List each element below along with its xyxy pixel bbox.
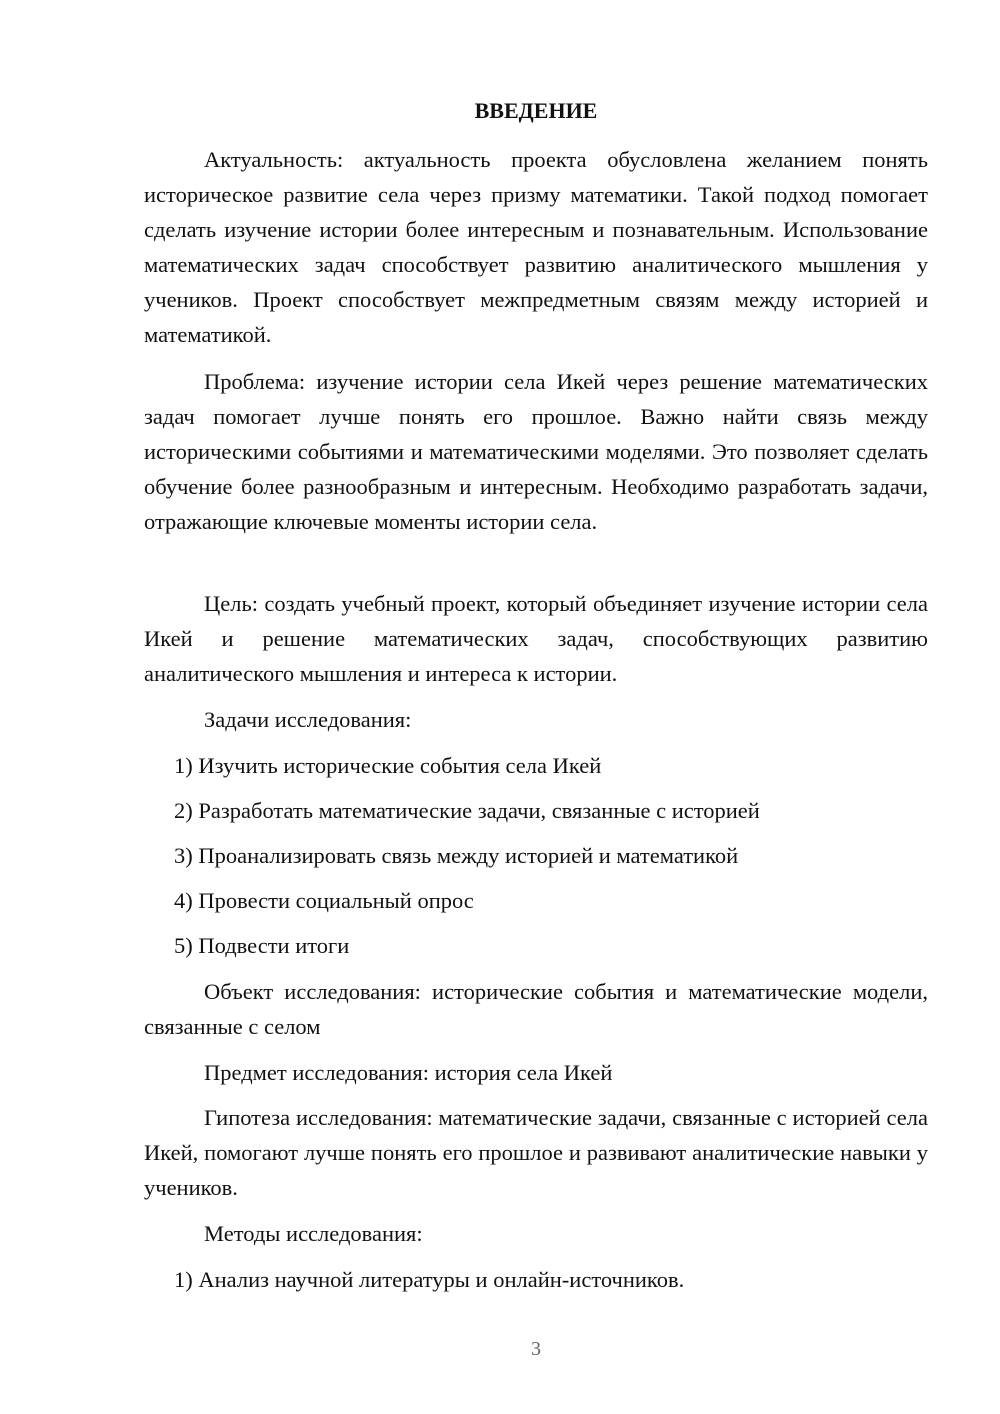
task-item-4: 4) Провести социальный опрос <box>174 888 474 913</box>
task-item-3: 3) Проанализировать связь между историей и математикой <box>174 843 739 868</box>
paragraph-relevance: Актуальность: актуальность проекта обусловлена желанием понять историческое развитие села через призму математики. Такой подход помогает сделать изучение истории более интересным и познавательным. Использование математических задач способствует развитию аналитического мышления у учеников. Проект способствует межпредметным связям между историей и математикой. <box>144 147 928 347</box>
paragraph-hypothesis: Гипотеза исследования: математические задачи, связанные с историей села Икей, помогают лучше понять его прошлое и развивают аналитические навыки у учеников. <box>144 1105 928 1200</box>
method-item-1: 1) Анализ научной литературы и онлайн-источников. <box>174 1267 685 1292</box>
task-item-5: 5) Подвести итоги <box>174 933 350 958</box>
section-heading: ВВЕДЕНИЕ <box>474 98 598 123</box>
tasks-title: Задачи исследования: <box>204 707 412 732</box>
task-item-1: 1) Изучить исторические события села Икей <box>174 753 602 778</box>
page-number: 3 <box>531 1338 541 1360</box>
methods-title: Методы исследования: <box>204 1221 423 1246</box>
paragraph-object: Объект исследования: исторические события и математические модели, связанные с селом <box>144 979 928 1039</box>
paragraph-problem: Проблема: изучение истории села Икей через решение математических задач помогает лучше понять его прошлое. Важно найти связь между историческими событиями и математическими моделями. Это позволяет сделать обучение более разнообразным и интересным. Необходимо разработать задачи, отражающие ключевые моменты истории села. <box>144 369 928 534</box>
paragraph-goal: Цель: создать учебный проект, который объединяет изучение истории села Икей и решение математических задач, способствующих развитию аналитического мышления и интереса к истории. <box>144 591 928 686</box>
paragraph-subject: Предмет исследования: история села Икей <box>204 1060 613 1085</box>
task-item-2: 2) Разработать математические задачи, связанные с историей <box>174 798 760 823</box>
